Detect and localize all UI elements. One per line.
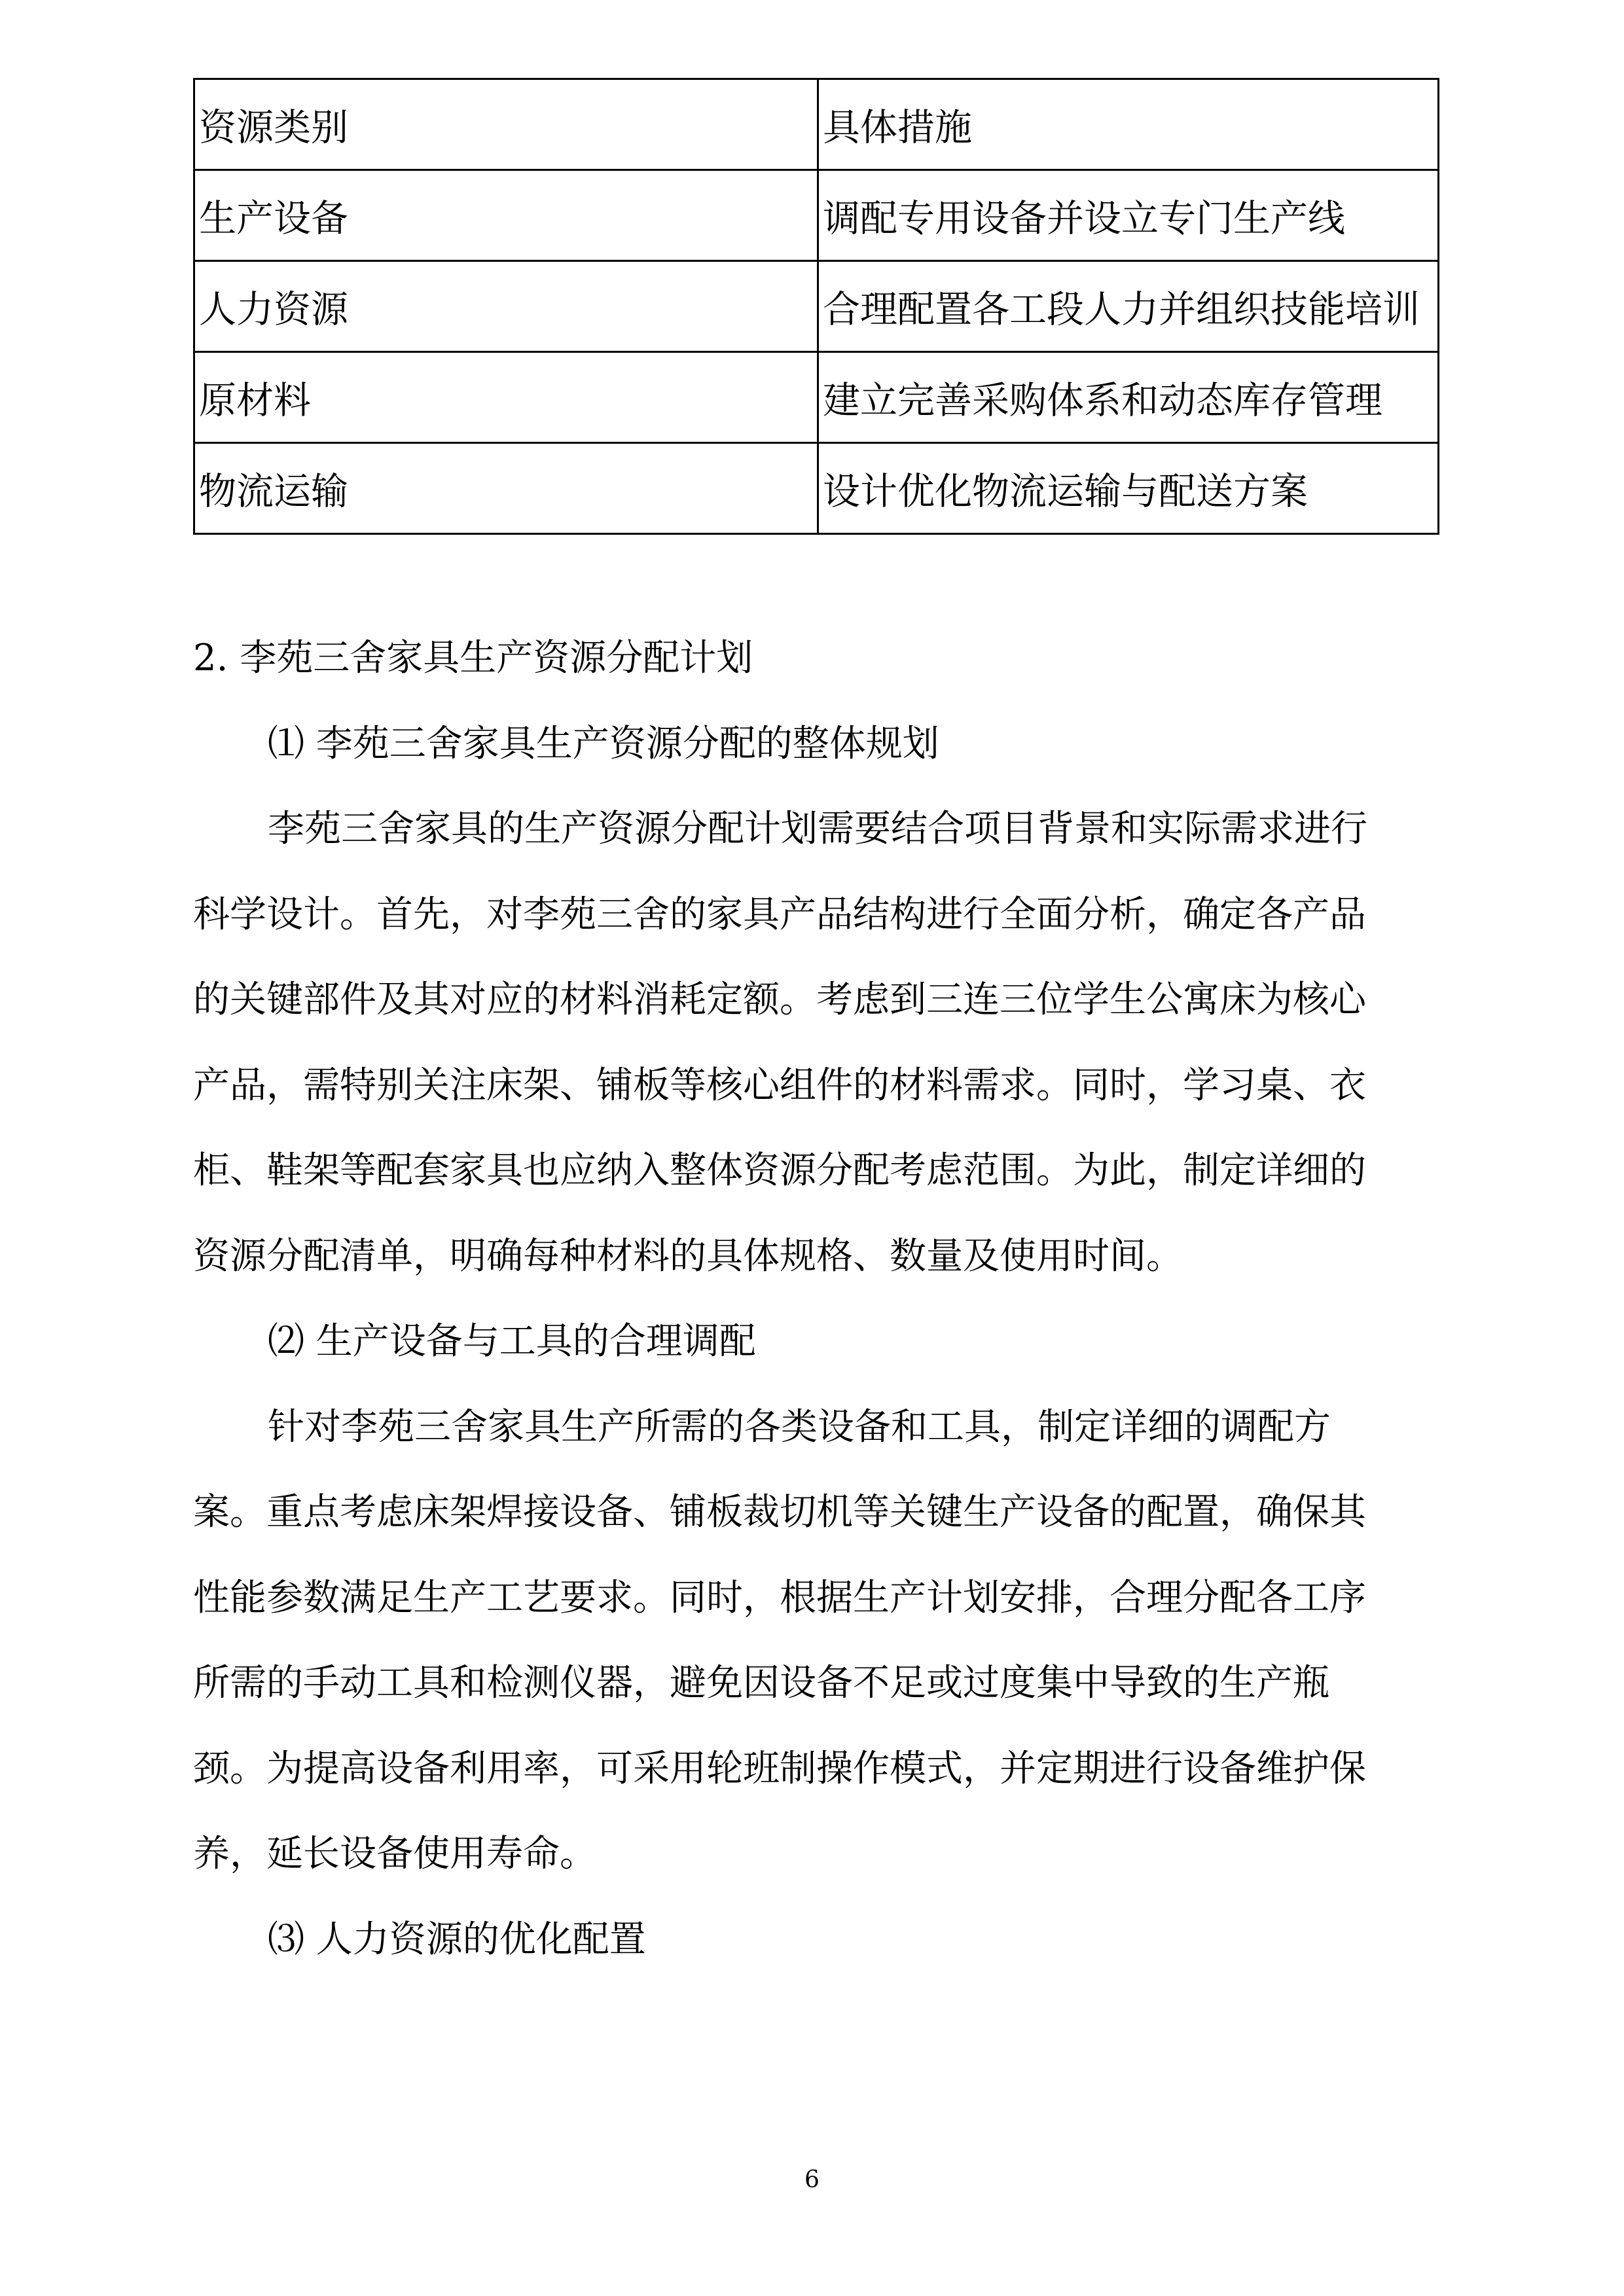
paragraph-line: 资源分配清单，明确每种材料的具体规格、数量及使用时间。 [193, 1234, 1183, 1278]
resource-table [193, 78, 1439, 535]
table-cell: 生产设备 [194, 170, 818, 261]
table-row [194, 170, 1439, 261]
table-cell: 物流运输 [194, 443, 818, 534]
table-cell: 设计优化物流运输与配送方案 [818, 443, 1439, 534]
paragraph-line: 所需的手动工具和检测仪器，避免因设备不足或过度集中导致的生产瓶 [193, 1662, 1329, 1704]
table-cell: 调配专用设备并设立专门生产线 [818, 170, 1439, 261]
header-cell: 资源类别 [194, 79, 818, 170]
body-text [193, 616, 1424, 1982]
section-heading: 2. 李苑三舍家具生产资源分配计划 [193, 637, 753, 679]
table-cell: 原材料 [194, 352, 818, 443]
table-row [194, 261, 1439, 352]
table-cell: 人力资源 [194, 261, 818, 352]
subheading-2: ⑵ 生产设备与工具的合理调配 [268, 1320, 756, 1363]
paragraph-line: 李苑三舍家具的生产资源分配计划需要结合项目背景和实际需求进行 [268, 808, 1367, 850]
subheading-3: ⑶ 人力资源的优化配置 [268, 1918, 646, 1961]
table-row [194, 352, 1439, 443]
table-cell: 建立完善采购体系和动态库存管理 [818, 352, 1439, 443]
paragraph-line: 性能参数满足生产工艺要求。同时，根据生产计划安排，合理分配各工序 [193, 1576, 1366, 1619]
paragraph-line: 柜、鞋架等配套家具也应纳入整体资源分配考虑范围。为此，制定详细的 [193, 1149, 1366, 1192]
table-cell: 合理配置各工段人力并组织技能培训 [818, 261, 1439, 352]
page-number: 6 [804, 2166, 820, 2193]
header-cell: 具体措施 [818, 79, 1439, 170]
paragraph-line: 科学设计。首先，对李苑三舍的家具产品结构进行全面分析，确定各产品 [193, 893, 1366, 936]
paragraph-line: 针对李苑三舍家具生产所需的各类设备和工具，制定详细的调配方 [268, 1405, 1331, 1448]
paragraph-line: 的关键部件及其对应的材料消耗定额。考虑到三连三位学生公寓床为核心 [193, 978, 1366, 1021]
table-header-row [194, 79, 1439, 170]
paragraph-line: 养，延长设备使用寿命。 [193, 1833, 596, 1875]
paragraph-line: 产品，需特别关注床架、铺板等核心组件的材料需求。同时，学习桌、衣 [193, 1064, 1366, 1107]
subheading-1: ⑴ 李苑三舍家具生产资源分配的整体规划 [268, 722, 939, 765]
paragraph-line: 案。重点考虑床架焊接设备、铺板裁切机等关键生产设备的配置，确保其 [193, 1491, 1366, 1534]
paragraph-line: 颈。为提高设备利用率，可采用轮班制操作模式，并定期进行设备维护保 [193, 1747, 1366, 1790]
table-row [194, 443, 1439, 534]
